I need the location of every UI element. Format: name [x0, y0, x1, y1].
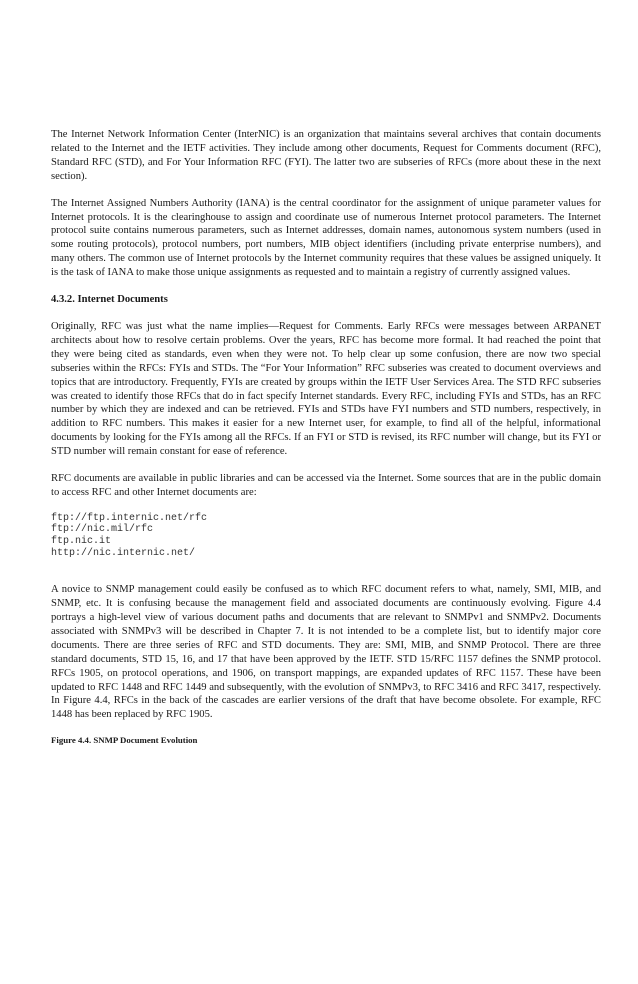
- paragraph-rfc: Originally, RFC was just what the name implies—Request for Comments. Early RFCs were messages between ARPANET architects about how to resolve certain problems. Over the years, RFC has become more formal. It had reached the point that they were being cited as standards, even when they were not. To help clear up some confusion, there are now two special subseries within the RFCs: FYIs and STDs. The “For Your Information” RFC subseries was created to document overviews and topics that are introductory. Frequently, FYIs are created by groups within the IETF User Services Area. The STD RFC subseries was created to identify those RFCs that do in fact specify Internet standards. Every RFC, including FYIs and STDs, has an RFC number by which they are indexed and can be retrieved. FYIs and STDs have FYI numbers and STD numbers, respectively, in addition to RFC numbers. This makes it easier for a new Internet user, for example, to find all of the helpful, informational documents by looking for the FYIs among all the RFCs. If an FYI or STD is revised, its RFC number will change, but its FYI or STD number will remain constant for ease of reference.: [51, 320, 601, 458]
- paragraph-iana: The Internet Assigned Numbers Authority (IANA) is the central coordinator for the assignment of unique parameter values for Internet protocols. It is the clearinghouse to assign and coordinate use of numerous Internet protocol parameters. The Internet protocol suite contains numerous parameters, such as Internet addresses, domain names, autonomous system numbers (used in some routing protocols), protocol numbers, port numbers, MIB object identifiers (including private enterprise numbers), and many others. The common use of Internet protocols by the Internet community requires that these values be assigned uniquely. It is the task of IANA to make those unique assignments as requested and to maintain a registry of currently assigned values.: [51, 197, 601, 279]
- section-heading: 4.3.2. Internet Documents: [51, 294, 168, 306]
- source-link[interactable]: http://nic.internic.net/: [51, 547, 196, 559]
- paragraph-sources: RFC documents are available in public libraries and can be accessed via the Internet. Some sources that are in the public domain to access RFC and other Internet documents are:: [51, 473, 601, 498]
- source-link[interactable]: ftp://ftp.internic.net/rfc: [51, 512, 208, 524]
- paragraph-snmp: A novice to SNMP management could easily be confused as to which RFC document refers to what, namely, SMI, MIB, and SNMP, etc. It is confusing because the management field and associated documents are continuously evolving. Figure 4.4 portrays a high-level view of various document paths and documents that are relevant to SNMPv1 and SNMPv2. Documents associated with SNMPv3 will be described in Chapter 7. It is not intended to be a complete list, but to identify major core documents. There are three series of RFC and STD documents. They are: SMI, MIB, and SNMP Protocol. There are three standard documents, STD 15, 16, and 17 that have been approved by the IETF. STD 15/RFC 1157 defines the SNMP protocol. RFCs 1905, on protocol operations, and 1906, on transport mappings, are expanded updates of RFC 1157. These have been updated to RFC 1448 and RFC 1449 and subsequently, with the evolution of SNMPv3, to RFC 3416 and RFC 3417, respectively. In Figure 4.4, RFCs in the back of the cascades are earlier versions of the draft that have become obsolete. For example, RFC 1448 has been replaced by RFC 1905.: [51, 584, 601, 721]
- paragraph-internic: The Internet Network Information Center (InterNIC) is an organization that maintains several archives that contain documents related to the Internet and the IETF activities. They include among other documents, Request for Comments document (RFC), Standard RFC (STD), and For Your Information RFC (FYI). The latter two are subseries of RFCs (more about these in the next section).: [51, 129, 601, 182]
- document-page: [51, 128, 601, 746]
- figure-caption: Figure 4.4. SNMP Document Evolution: [51, 735, 198, 746]
- source-link[interactable]: ftp://nic.mil/rfc: [51, 524, 154, 536]
- source-link[interactable]: ftp.nic.it: [51, 536, 112, 548]
- source-list: [51, 513, 601, 559]
